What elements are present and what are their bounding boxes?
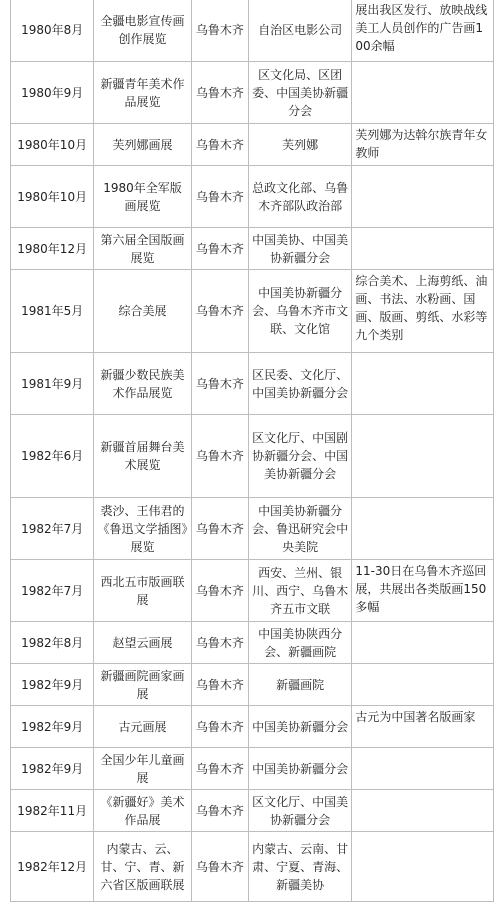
cell-note [352,748,494,790]
cell-note [352,498,494,560]
cell-date: 1982年7月 [11,498,94,560]
cell-title: 1980年全军版画展览 [94,166,191,228]
cell-date: 1982年9月 [11,748,94,790]
cell-place: 乌鲁木齐 [191,664,248,706]
cell-title: 全国少年儿童画展 [94,748,191,790]
table-row [11,62,494,124]
table-row [11,832,494,902]
cell-note [352,62,494,124]
cell-date: 1980年8月 [11,0,94,62]
cell-title: 裘沙、王伟君的《鲁迅文学插图》展览 [94,498,191,560]
cell-title: 芙列娜画展 [94,124,191,166]
cell-org: 中国美协新疆分会、乌鲁木齐市文联、文化馆 [248,270,351,353]
cell-place: 乌鲁木齐 [191,353,248,415]
table-row [11,748,494,790]
cell-org: 区文化局、区团委、中国美协新疆分会 [248,62,351,124]
cell-title: 新疆青年美术作品展览 [94,62,191,124]
cell-note: 11-30日在乌鲁木齐巡回展，共展出各类版画150多幅 [352,560,494,622]
cell-org: 中国美协新疆分会、鲁迅研究会中央美院 [248,498,351,560]
cell-note [352,415,494,498]
cell-org: 中国美协陕西分会、新疆画院 [248,622,351,664]
cell-note [352,664,494,706]
cell-title: 全疆电影宣传画创作展览 [94,0,191,62]
cell-place: 乌鲁木齐 [191,124,248,166]
cell-date: 1981年9月 [11,353,94,415]
cell-org: 区民委、文化厅、中国美协新疆分会 [248,353,351,415]
cell-place: 乌鲁木齐 [191,622,248,664]
cell-date: 1980年10月 [11,166,94,228]
table-row [11,560,494,622]
table-row [11,790,494,832]
cell-title: 西北五市版画联展 [94,560,191,622]
cell-place: 乌鲁木齐 [191,748,248,790]
cell-note: 展出我区发行、放映战线美工人员创作的广告画100余幅 [352,0,494,62]
cell-date: 1982年6月 [11,415,94,498]
cell-place: 乌鲁木齐 [191,560,248,622]
cell-note [352,790,494,832]
cell-title: 赵望云画展 [94,622,191,664]
cell-note: 芙列娜为达斡尔族青年女教师 [352,124,494,166]
cell-date: 1981年5月 [11,270,94,353]
cell-org: 区文化厅、中国美协新疆分会 [248,790,351,832]
cell-title: 《新疆好》美术作品展 [94,790,191,832]
cell-place: 乌鲁木齐 [191,415,248,498]
cell-title: 新疆少数民族美术作品展览 [94,353,191,415]
cell-title: 内蒙古、云、甘、宁、青、新六省区版画联展 [94,832,191,902]
cell-date: 1982年9月 [11,664,94,706]
cell-title: 古元画展 [94,706,191,748]
cell-org: 新疆画院 [248,664,351,706]
table-row [11,270,494,353]
table-row [11,498,494,560]
cell-date: 1980年10月 [11,124,94,166]
cell-place: 乌鲁木齐 [191,166,248,228]
table-row [11,622,494,664]
table-row [11,706,494,748]
cell-place: 乌鲁木齐 [191,270,248,353]
cell-title: 综合美展 [94,270,191,353]
cell-date: 1982年12月 [11,832,94,902]
cell-title: 新疆画院画家画展 [94,664,191,706]
cell-org: 自治区电影公司 [248,0,351,62]
cell-note [352,832,494,902]
cell-note [352,353,494,415]
cell-org: 芙列娜 [248,124,351,166]
cell-date: 1980年9月 [11,62,94,124]
cell-org: 区文化厅、中国剧协新疆分会、中国美协新疆分会 [248,415,351,498]
cell-date: 1982年11月 [11,790,94,832]
table-row [11,124,494,166]
cell-org: 内蒙古、云南、甘肃、宁夏、青海、新疆美协 [248,832,351,902]
cell-title: 第六届全国版画展览 [94,228,191,270]
cell-place: 乌鲁木齐 [191,706,248,748]
cell-place: 乌鲁木齐 [191,62,248,124]
table-row [11,353,494,415]
cell-place: 乌鲁木齐 [191,790,248,832]
cell-place: 乌鲁木齐 [191,832,248,902]
exhibition-table [10,0,494,902]
table-row [11,166,494,228]
cell-org: 中国美协新疆分会 [248,706,351,748]
table-row [11,228,494,270]
cell-date: 1980年12月 [11,228,94,270]
cell-org: 中国美协新疆分会 [248,748,351,790]
cell-place: 乌鲁木齐 [191,228,248,270]
table-row [11,0,494,62]
cell-note [352,228,494,270]
cell-note [352,622,494,664]
cell-place: 乌鲁木齐 [191,0,248,62]
cell-org: 总政文化部、乌鲁木齐部队政治部 [248,166,351,228]
cell-place: 乌鲁木齐 [191,498,248,560]
cell-org: 中国美协、中国美协新疆分会 [248,228,351,270]
cell-note [352,166,494,228]
table-row [11,664,494,706]
cell-date: 1982年7月 [11,560,94,622]
cell-date: 1982年8月 [11,622,94,664]
cell-note: 古元为中国著名版画家 [352,706,494,748]
cell-org: 西安、兰州、银川、西宁、乌鲁木齐五市文联 [248,560,351,622]
cell-note: 综合美术、上海剪纸、油画、书法、水粉画、国画、版画、剪纸、水彩等九个类别 [352,270,494,353]
table-row [11,415,494,498]
cell-date: 1982年9月 [11,706,94,748]
table-body [11,0,494,902]
cell-title: 新疆首届舞台美术展览 [94,415,191,498]
